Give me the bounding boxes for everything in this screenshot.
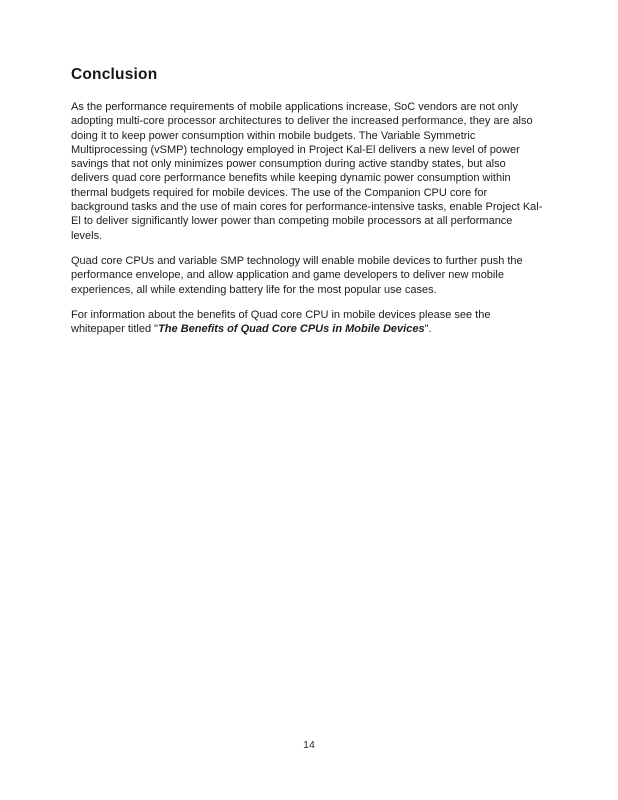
text-segment: For information about the benefits of Quad core CPU in mobile devices please see the whitepaper titled " [71,308,491,336]
paragraph [71,100,543,243]
section-heading: Conclusion [71,66,158,83]
paragraph [71,308,543,337]
text-segment: As the performance requirements of mobile applications increase, SoC vendors are not only adopting multi-core processor architectures to deliver the increased performance, they are also doing it to keep power consumption within mobile budgets. The Variable Symmetric Multiprocessing (vSMP) technology employed in Project Kal-El delivers a new level of power savings that not only minimizes power consumption during active standby states, but also delivers quad core performance benefits while keeping dynamic power consumption within thermal budgets required for mobile devices. The use of the Companion CPU core for background tasks and the use of main cores for performance-intensive tasks, enable Project Kal-El to deliver significantly lower power than competing mobile processors at all performance levels. [71,101,543,242]
page-number: 14 [303,739,315,751]
page-content [71,66,543,347]
referenced-whitepaper-title: The Benefits of Quad Core CPUs in Mobile Devices [158,323,425,336]
text-segment: ". [424,323,432,336]
body-paragraphs [71,100,543,336]
text-segment: Quad core CPUs and variable SMP technology will enable mobile devices to further push the performance envelope, and allow application and game developers to deliver new mobile experiences, all while extending battery life for the most popular use cases. [71,254,523,296]
paragraph [71,254,543,297]
